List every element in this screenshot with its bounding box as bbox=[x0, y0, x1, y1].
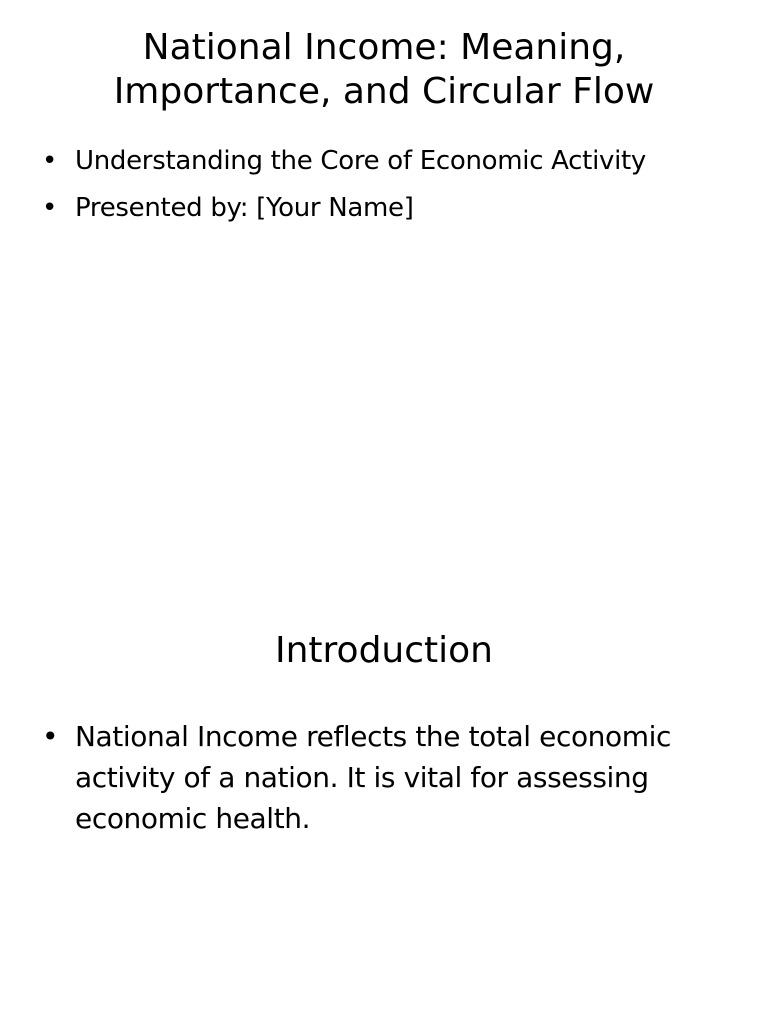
bullet-item bbox=[42, 188, 722, 228]
bullet-text: Presented by: [Your Name] bbox=[75, 193, 414, 223]
slide-title: Introduction bbox=[274, 630, 493, 671]
slide-2 bbox=[0, 512, 768, 1024]
bullet-item bbox=[42, 141, 722, 181]
bullet-dot: • bbox=[42, 193, 58, 223]
bullet-item bbox=[42, 716, 722, 839]
bullet-text: National Income reflects the total economic activity of a nation. It is vital for assessing economic health. bbox=[75, 720, 672, 835]
bullet-dot: • bbox=[42, 146, 58, 176]
bullet-text: Understanding the Core of Economic Activity bbox=[75, 146, 646, 176]
bullet-dot: • bbox=[42, 720, 59, 753]
bullet-list bbox=[42, 716, 722, 839]
slide-title: National Income: Meaning, Importance, and Circular Flow bbox=[113, 27, 655, 112]
bullet-list bbox=[42, 141, 722, 235]
